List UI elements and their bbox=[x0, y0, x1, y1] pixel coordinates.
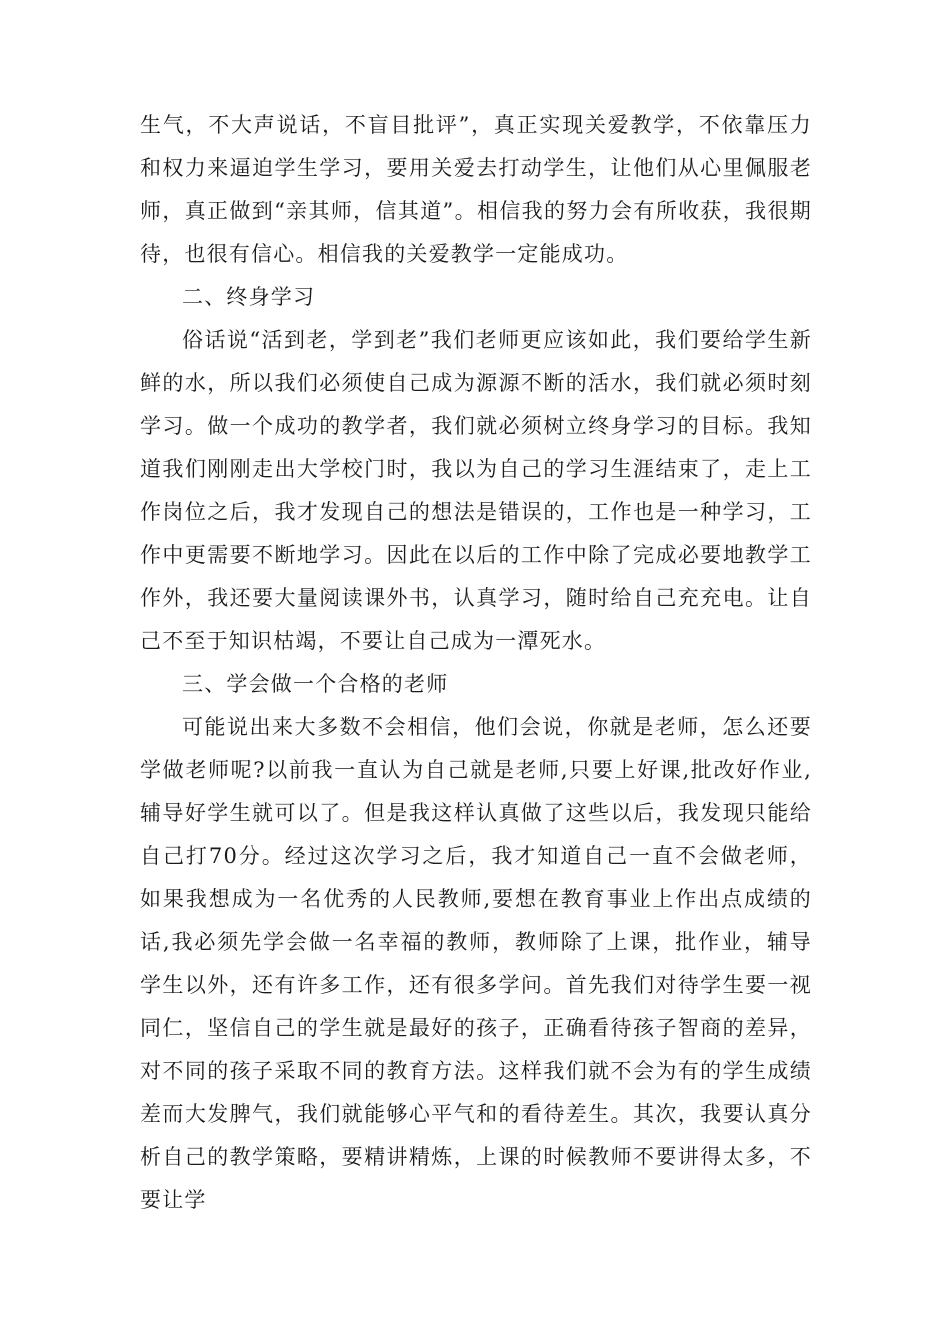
section-heading-qualified-teacher: 三、学会做一个合格的老师 bbox=[182, 672, 449, 696]
section-heading-lifelong-learning: 二、终身学习 bbox=[182, 285, 316, 309]
document-body bbox=[140, 104, 812, 1222]
paragraph-continuation: 生气，不大声说话，不盲目批评”，真正实现关爱教学，不依靠压力和权力来逼迫学生学习，要用关爱去打动学生，让他们从心里佩服老师，真正做到“亲其师，信其道”。相信我的努力会有所收获，我很期待，也很有信心。相信我的关爱教学一定能成功。 bbox=[140, 113, 812, 266]
paragraph-lifelong-learning: 俗话说“活到老，学到老”我们老师更应该如此，我们要给学生新鲜的水，所以我们必须使自己成为源源不断的活水，我们就必须时刻学习。做一个成功的教学者，我们就必须树立终身学习的目标。我知道我们刚刚走出大学校门时，我以为自己的学习生涯结束了，走上工作岗位之后，我才发现自己的想法是错误的，工作也是一种学习，工作中更需要不断地学习。因此在以后的工作中除了完成必要地教学工作外，我还要大量阅读课外书，认真学习，随时给自己充充电。让自己不至于知识枯竭，不要让自己成为一潭死水。 bbox=[140, 328, 812, 653]
paragraph-qualified-teacher: 可能说出来大多数不会相信，他们会说，你就是老师，怎么还要学做老师呢?以前我一直认为自己就是老师,只要上好课,批改好作业,辅导好学生就可以了。但是我这样认真做了这些以后，我发现只能给自己打70分。经过这次学习之后，我才知道自己一直不会做老师，如果我想成为一名优秀的人民教师,要想在教育事业上作出点成绩的话,我必须先学会做一名幸福的教师，教师除了上课，批作业，辅导学生以外，还有许多工作，还有很多学问。首先我们对待学生要一视同仁，坚信自己的学生就是最好的孩子，正确看待孩子智商的差异，对不同的孩子采取不同的教育方法。这样我们就不会为有的学生成绩差而大发脾气，我们就能够心平气和的看待差生。其次，我要认真分析自己的教学策略，要精讲精炼，上课的时候教师不要讲得太多，不要让学 bbox=[140, 715, 812, 1212]
